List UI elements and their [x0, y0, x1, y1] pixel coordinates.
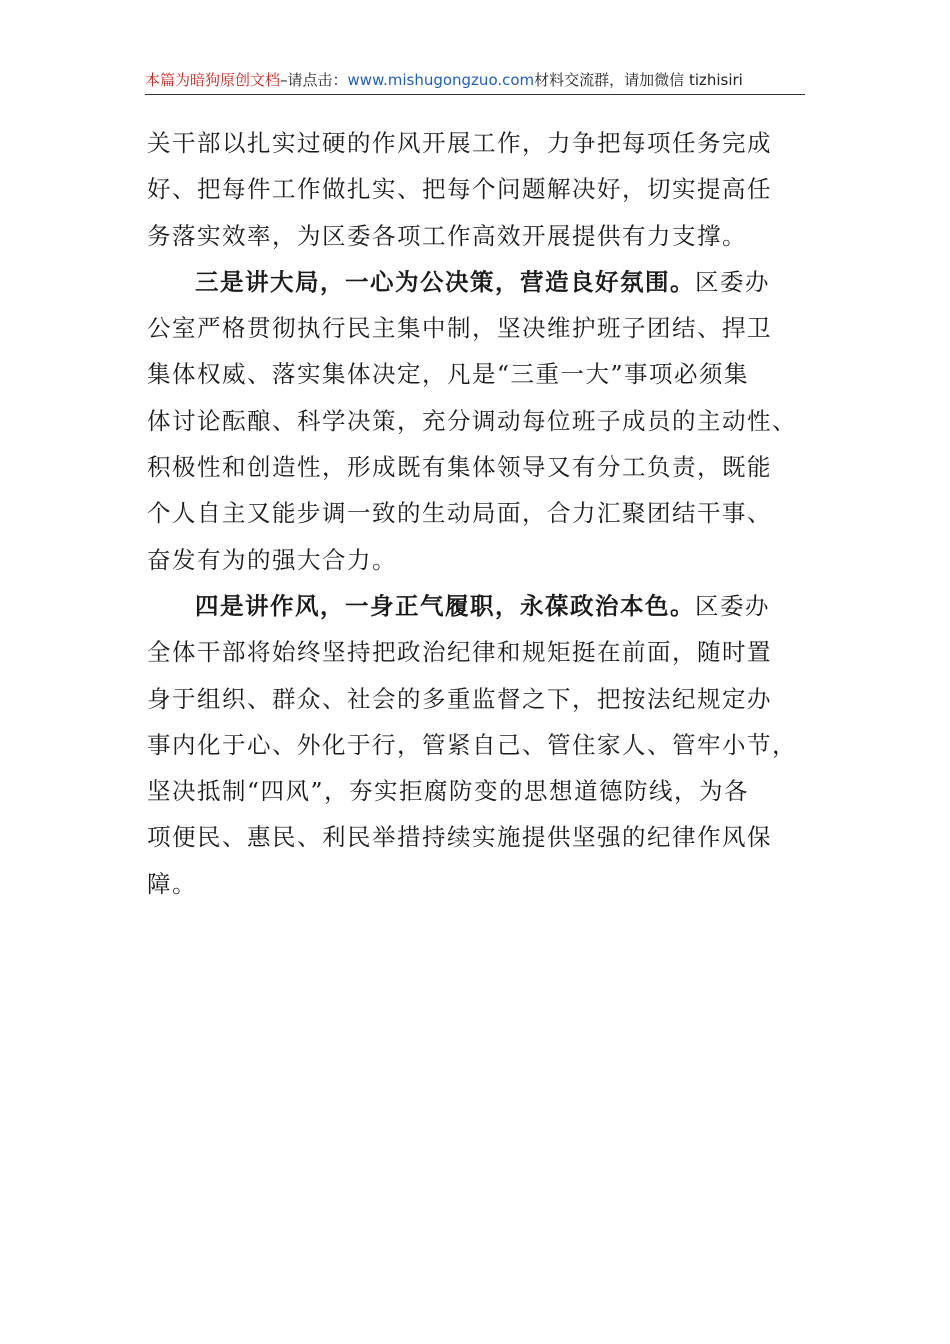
header-brand: 本篇为暗狗原创文档 — [145, 71, 281, 89]
para3-line: 全体干部将始终坚持把政治纪律和规矩挺在前面，随时置 — [147, 638, 772, 667]
header-tail: 材料交流群，请加微信 tizhisiri — [534, 71, 743, 89]
para1-line: 务落实效率，为区委各项工作高效开展提供有力支撑。 — [147, 221, 747, 250]
para2-first-rest: 区委办 — [695, 267, 770, 296]
para3-line: 坚决抵制“四风”，夯实拒腐防变的思想道德防线，为各 — [147, 777, 750, 806]
para3-heading: 四是讲作风，一身正气履职，永葆政治本色。 — [195, 591, 695, 620]
para3-line: 障。 — [147, 869, 197, 898]
para3-line: 事内化于心、外化于行，管紧自己、管住家人、管牢小节， — [147, 730, 797, 759]
header-url-link[interactable]: www.mishugongzuo.com — [347, 71, 535, 89]
para2-line: 个人自主又能步调一致的生动局面，合力汇聚团结干事、 — [147, 499, 772, 528]
para3-line: 身于组织、群众、社会的多重监督之下，把按法纪规定办 — [147, 684, 772, 713]
document-body — [147, 120, 807, 907]
para2-line: 体讨论酝酿、科学决策，充分调动每位班子成员的主动性、 — [147, 406, 797, 435]
para2-heading: 三是讲大局，一心为公决策，营造良好氛围。 — [195, 267, 695, 296]
para2-line: 奋发有为的强大合力。 — [147, 545, 397, 574]
page-header — [145, 66, 805, 95]
header-separator: –请点击： — [280, 71, 348, 89]
para2-line: 集体权威、落实集体决定，凡是“三重一大”事项必须集 — [147, 360, 750, 389]
para1-line: 关干部以扎实过硬的作风开展工作，力争把每项任务完成 — [147, 129, 772, 157]
para2-first-line — [147, 259, 807, 305]
para2-line: 积极性和创造性，形成既有集体领导又有分工负责，既能 — [147, 453, 772, 482]
para1-line: 好、把每件工作做扎实、把每个问题解决好，切实提高任 — [147, 175, 772, 204]
para3-first-line — [147, 583, 807, 629]
para3-line: 项便民、惠民、利民举措持续实施提供坚强的纪律作风保 — [147, 823, 772, 852]
para3-first-rest: 区委办 — [695, 591, 770, 620]
para2-line: 公室严格贯彻执行民主集中制，坚决维护班子团结、捍卫 — [147, 314, 772, 343]
